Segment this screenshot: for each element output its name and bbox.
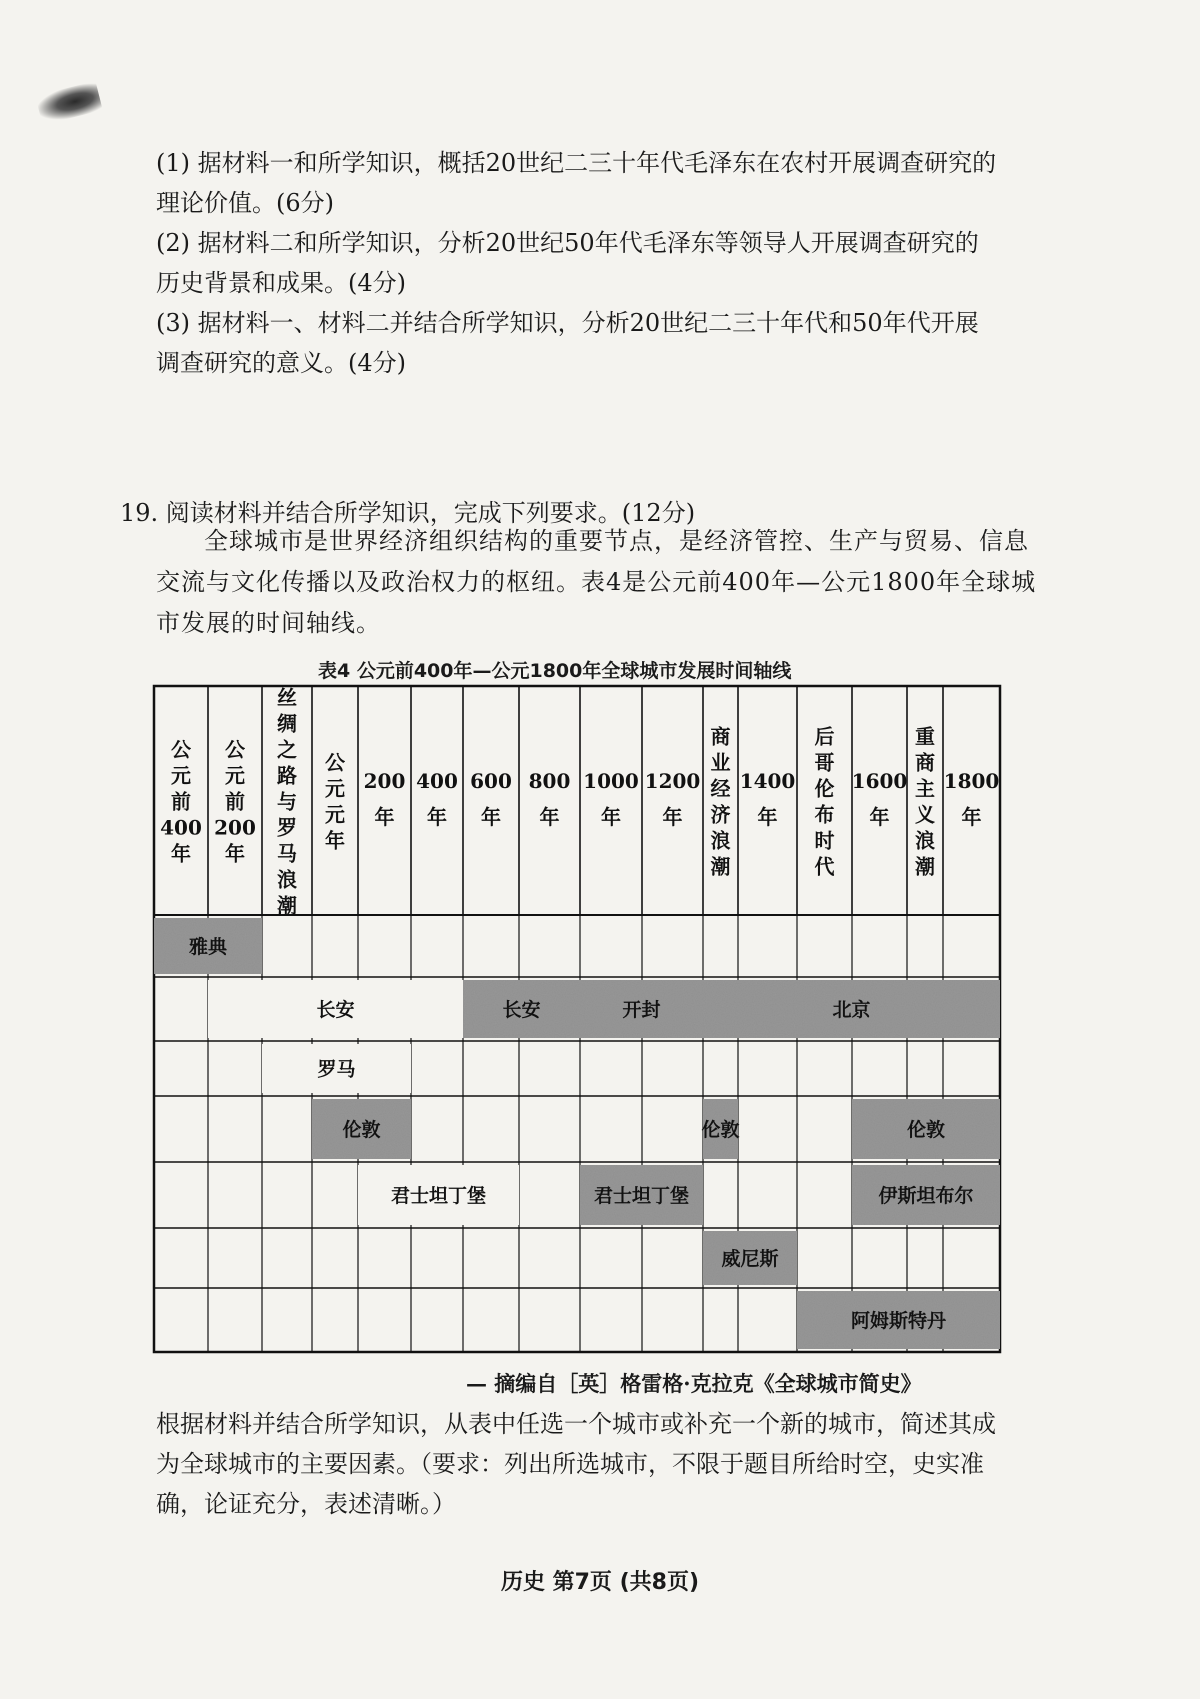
header-9: 1200 年 [644,769,701,829]
requirement-line: 为全球城市的主要因素。（要求：列出所选城市，不限于题目所给时空，史实准 [156,1450,984,1478]
requirement-line: 根据材料并结合所学知识，从表中任选一个城市或补充一个新的城市，简述其成 [156,1410,996,1438]
header-10: 商业经济浪潮 [710,724,731,879]
header-5: 400 年 [416,769,458,829]
city-label-3: 开封 [622,999,661,1021]
material-line: 市发展的时间轴线。 [156,609,381,637]
header-4: 200 年 [363,769,406,829]
city-label-13: 阿姆斯特丹 [850,1310,947,1332]
city-label-4: 北京 [832,999,871,1021]
city-label-7: 伦敦 [701,1119,740,1141]
question-line: (2) 据材料二和所学知识，分析20世纪50年代毛泽东等领导人开展调查研究的 [156,229,979,257]
header-1: 公元前 200 年 [214,737,256,866]
material-line: 交流与文化传播以及政治权力的枢纽。表4是公元前400年—公元1800年全球城 [156,568,1037,596]
question-19-header: 19. 阅读材料并结合所学知识，完成下列要求。(12分) [120,499,696,527]
question-line: 调查研究的意义。(4分) [156,349,406,377]
question-19-requirement [156,1404,1036,1524]
city-label-2: 长安 [502,999,541,1021]
city-label-1: 长安 [316,999,355,1021]
city-label-9: 君士坦丁堡 [390,1185,487,1207]
header-2: 丝绸之路与罗马浪潮 [277,685,297,918]
source-citation: — 摘编自［英］格雷格·克拉克《全球城市简史》 [466,1371,922,1396]
city-label-8: 伦敦 [906,1119,946,1141]
question-line: 理论价值。(6分) [156,189,334,217]
city-label-6: 伦敦 [342,1119,381,1141]
header-15: 1800 年 [943,769,1000,829]
table-4-caption: 表4 公元前400年—公元1800年全球城市发展时间轴线 [318,660,792,682]
page-footer: 历史 第7页 (共8页) [500,1570,700,1595]
requirement-line: 确，论证充分，表述清晰。） [156,1490,456,1518]
city-label-0: 雅典 [188,936,228,958]
header-14: 重商主义浪潮 [915,724,935,879]
header-13: 1600 年 [851,769,908,829]
question-line: 历史背景和成果。(4分) [156,269,406,297]
header-6: 600 年 [470,769,512,829]
header-8: 1000 年 [583,769,639,829]
city-label-10: 君士坦丁堡 [593,1185,690,1207]
city-label-12: 威尼斯 [721,1248,779,1270]
header-0: 公元前 400 年 [160,737,202,866]
header-11: 1400 年 [739,769,796,829]
city-label-11: 伊斯坦布尔 [878,1185,974,1207]
header-7: 800 年 [528,769,571,829]
material-line: 全球城市是世界经济组织结构的重要节点，是经济管控、生产与贸易、信息 [204,527,1029,555]
city-label-5: 罗马 [317,1058,356,1081]
header-3: 公元元年 [325,750,345,853]
question-line: (3) 据材料一、材料二并结合所学知识，分析20世纪二三十年代和50年代开展 [156,309,979,337]
question-line: (1) 据材料一和所学知识，概括20世纪二三十年代毛泽东在农村开展调查研究的 [156,149,997,177]
header-12: 后哥伦布时代 [814,724,835,879]
